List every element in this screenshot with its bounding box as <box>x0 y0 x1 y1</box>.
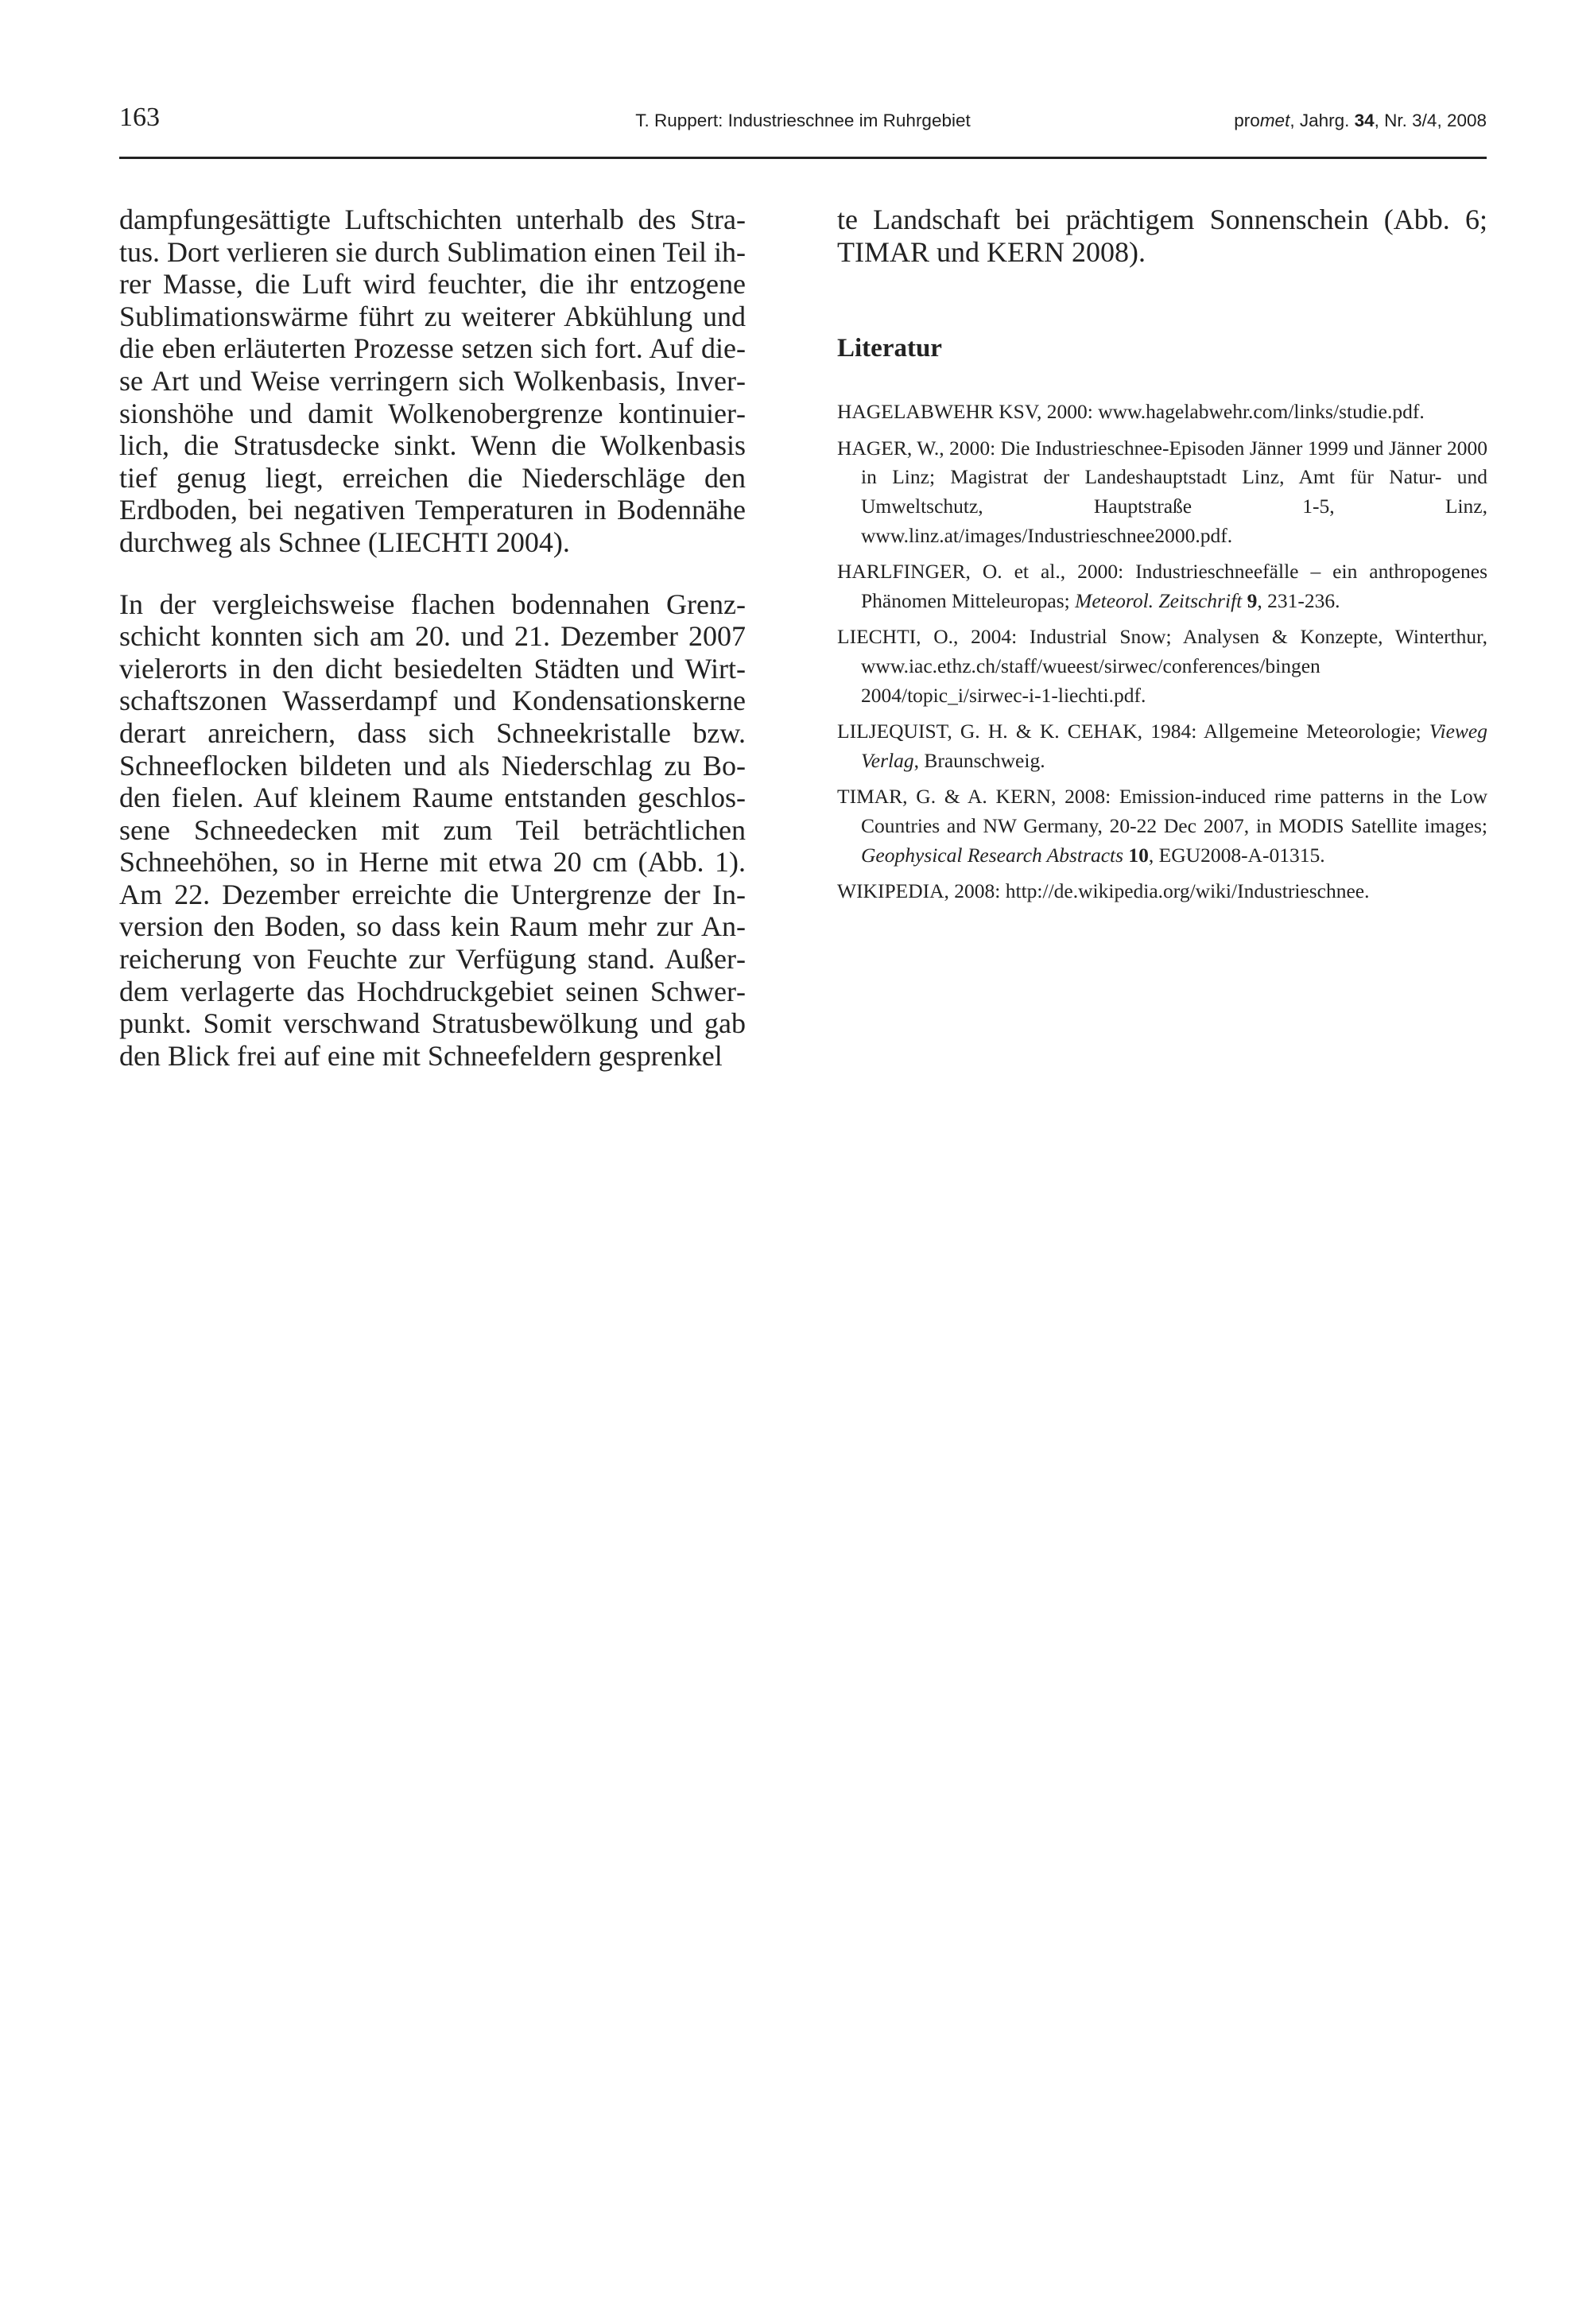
reference-item: HAGER, W., 2000: Die Industrieschnee-Episoden Jänner 1999 und Jänner 2000 in Linz; Magistrat der Landeshauptstadt Linz, Amt für Natur- und Umweltschutz, Hauptstraße 1-5, Linz, www.linz.at/images/Industrieschnee2000.pdf. <box>837 436 1487 547</box>
reference-publisher: Vieweg Verlag <box>861 720 1487 772</box>
reference-id: , EGU2008-A-01315. <box>1148 843 1325 867</box>
reference-journal: Meteorol. Zeitschrift <box>1075 588 1243 612</box>
running-title: T. Ruppert: Industrieschnee im Ruhrgebiet <box>635 111 971 130</box>
reference-item <box>837 782 1487 870</box>
reference-volume: 10 <box>1123 843 1149 867</box>
reference-text: LILJEQUIST, G. H. & K. CEHAK, 1984: Allgemeine Meteorologie; <box>837 720 1429 743</box>
reference-text: HARLFINGER, O. et al., 2000: Industrieschneefälle – ein anthropogenes Phänomen Mitteleuropas; <box>837 560 1487 612</box>
reference-place: , Braunschweig. <box>913 748 1045 772</box>
journal-info <box>1234 110 1487 132</box>
header-rule <box>119 157 1487 159</box>
reference-item: WIKIPEDIA, 2008: http://de.wikipedia.org/wiki/Industrieschnee. <box>837 879 1370 903</box>
reference-pages: , 231-236. <box>1257 588 1340 612</box>
journal-suffix: , Nr. 3/4, 2008 <box>1374 111 1487 130</box>
journal-mid: , Jahrg. <box>1289 111 1355 130</box>
body-paragraph-2: In der vergleichsweise flachen bodennahen Grenzschicht konnten sich am 20. und 21. Dezember 2007 vielerorts in den dicht besiedelten Städten und Wirtschaftszonen Wasserdampf und Kondensationskerne derart anreichern, dass sich Schneekristalle bzw. Schneeflocken bildeten und als Niederschlag zu Boden fielen. Auf kleinem Raume entstanden geschlossene Schneedecken mit zum Teil beträchtlichen Schneehöhen, so in Herne mit etwa 20 cm (Abb. 1). Am 22. Dezember erreichte die Untergrenze der Inversion den Boden, so dass kein Raum mehr zur Anreicherung von Feuchte zur Verfügung stand. Außerdem verlagerte das Hochdruckgebiet seinen Schwerpunkt. Somit verschwand Stratusbewölkung und gab den Blick frei auf eine mit Schneefeldern gesprenkel <box>119 588 746 1072</box>
journal-prefix: pro <box>1234 111 1260 130</box>
body-paragraph-continued: te Landschaft bei prächtigem Sonnenschein (Abb. 6; TIMAR und KERN 2008). <box>837 204 1487 268</box>
reference-item <box>837 557 1487 615</box>
reference-volume: 9 <box>1242 588 1258 612</box>
reference-journal: Geophysical Research Abstracts <box>861 843 1124 867</box>
reference-item: HAGELABWEHR KSV, 2000: www.hagelabwehr.com/links/studie.pdf. <box>837 400 1425 424</box>
page-number: 163 <box>119 103 160 132</box>
right-column <box>837 204 1487 914</box>
section-title-literatur: Literatur <box>837 334 942 363</box>
reference-item <box>837 717 1487 775</box>
journal-volume: 34 <box>1354 111 1375 130</box>
journal-italic: met <box>1259 111 1290 130</box>
left-column <box>119 204 746 1072</box>
reference-list <box>837 398 1487 906</box>
reference-item: LIECHTI, O., 2004: Industrial Snow; Analysen & Konzepte, Winterthur, www.iac.ethz.ch/staff/wueest/sirwec/conferences/bingen 2004/topic_i/sirwec-i-1-liechti.pdf. <box>837 625 1487 707</box>
body-paragraph-1: dampfungesättigte Luftschichten unterhalb des Stratus. Dort verlieren sie durch Sublimation einen Teil ihrer Masse, die Luft wird feuchter, die ihr entzogene Sublimationswärme führt zu weiterer Abkühlung und die eben erläuterten Prozesse setzen sich fort. Auf diese Art und Weise verringern sich Wolkenbasis, Inversionshöhe und damit Wolkenobergrenze kontinuierlich, die Stratusdecke sinkt. Wenn die Wolkenbasis tief genug liegt, erreichen die Niederschläge den Erdboden, bei negativen Temperaturen in Bodennähe durchweg als Schnee (LIECHTI 2004). <box>119 204 746 558</box>
reference-text: TIMAR, G. & A. KERN, 2008: Emission-induced rime patterns in the Low Countries and NW Germany, 20-22 Dec 2007, in MODIS Satellite images; <box>837 785 1487 837</box>
page-header <box>119 102 1487 149</box>
